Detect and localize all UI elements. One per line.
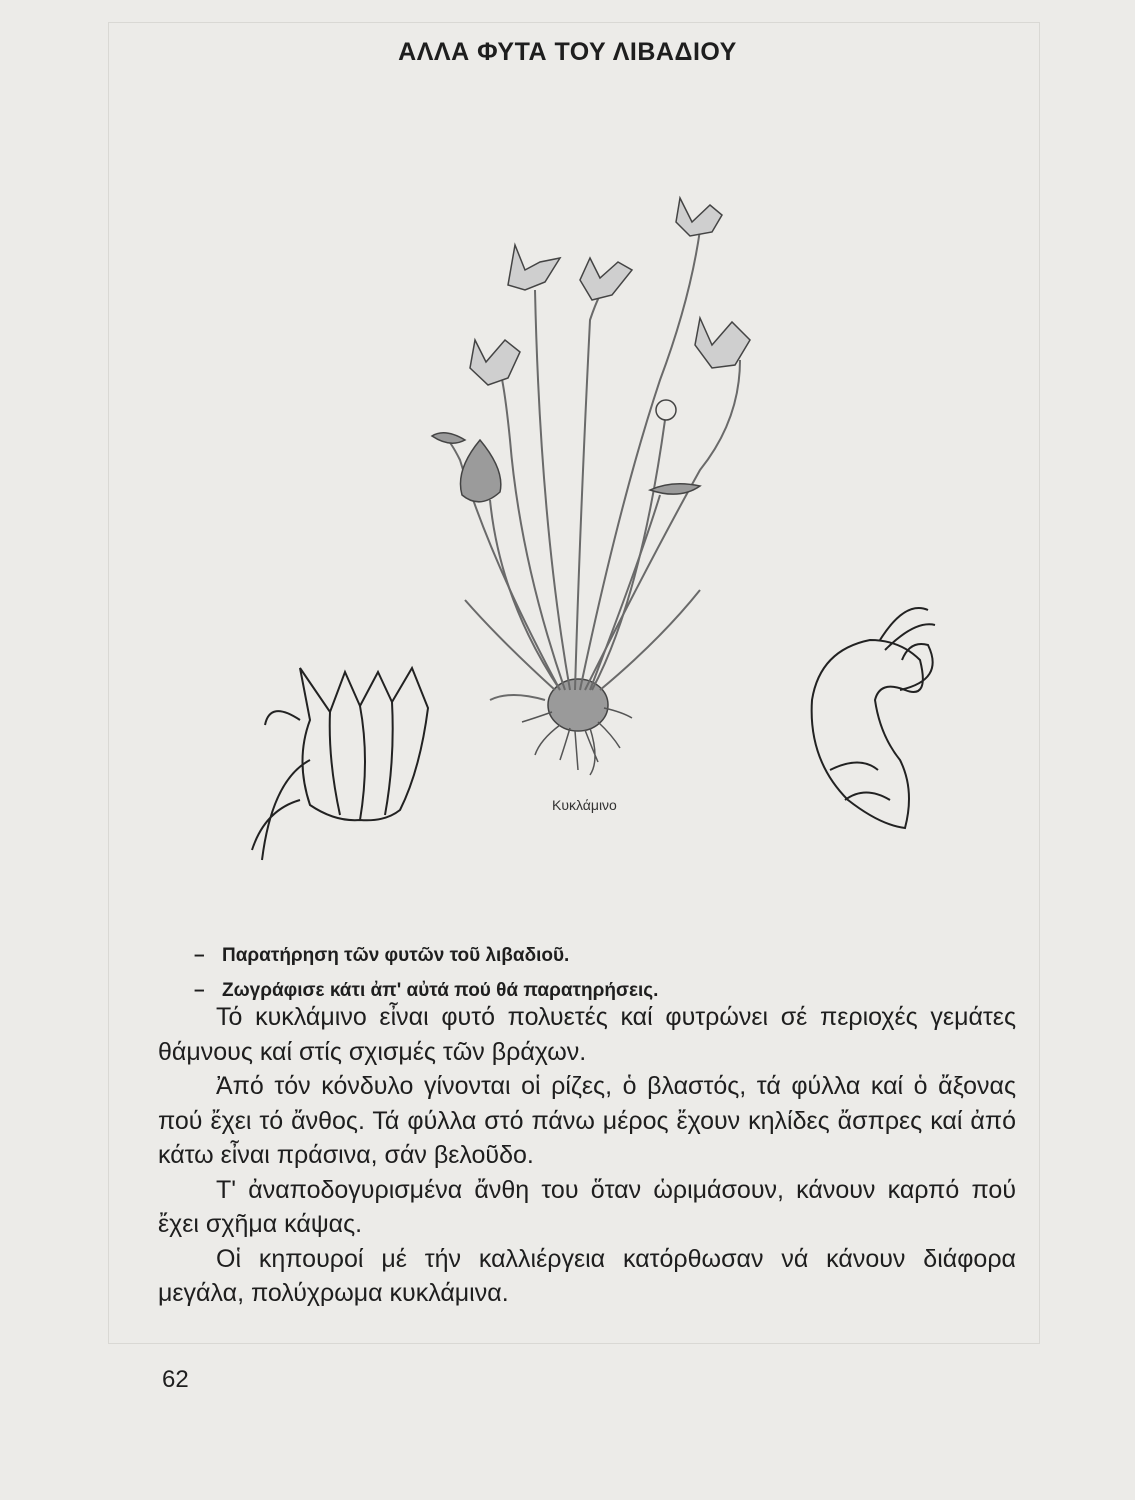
paragraph: Οἱ κηπουροί μέ τήν καλλιέργεια κατόρθωσαν νά κάνουν διάφορα μεγάλα, πολύχρωμα κυκλάμινα. xyxy=(158,1244,1016,1307)
body-text xyxy=(158,1000,1016,1311)
instruction-text: Ζωγράφισε κάτι ἀπ' αὐτά πού θά παρατηρήσεις. xyxy=(222,980,659,1001)
flower-detail-drawing xyxy=(252,668,428,860)
instruction-text: Παρατήρηση τῶν φυτῶν τοῦ λιβαδιοῦ. xyxy=(222,945,570,966)
instructions xyxy=(194,938,658,1008)
instruction-item xyxy=(194,938,658,973)
instruction-dash: – xyxy=(194,945,205,966)
paragraph: Τό κυκλάμινο εἶναι φυτό πολυετές καί φυτρώνει σέ περιοχές γεμάτες θάμνους καί στίς σχισμές τῶν βράχων. xyxy=(158,1003,1016,1066)
cyclamen-flowers xyxy=(470,198,750,385)
instruction-dash: – xyxy=(194,980,205,1001)
page-number: 62 xyxy=(162,1366,189,1393)
cyclamen-tuber xyxy=(522,679,632,775)
page-title: ΑΛΛΑ ΦΥΤΑ ΤΟΥ ΛΙΒΑΔΙΟΥ xyxy=(398,38,737,66)
paragraph: Τ' ἀναποδογυρισμένα ἄνθη του ὅταν ὡριμάσουν, κάνουν καρπό πού ἔχει σχῆμα κάψας. xyxy=(158,1175,1016,1238)
capsule-detail-drawing xyxy=(812,608,935,828)
figure-caption: Κυκλάμινο xyxy=(552,797,617,813)
paragraph: Ἀπό τόν κόνδυλο γίνονται οἱ ρίζες, ὁ βλαστός, τά φύλλα καί ὁ ἄξονας πού ἔχει τό ἄνθος. Τά φύλλα στό πάνω μέρος ἔχουν κηλίδες ἄσπρες καί ἀπό κάτω εἶναι πράσινα, σάν βελοῦδο. xyxy=(158,1072,1016,1169)
